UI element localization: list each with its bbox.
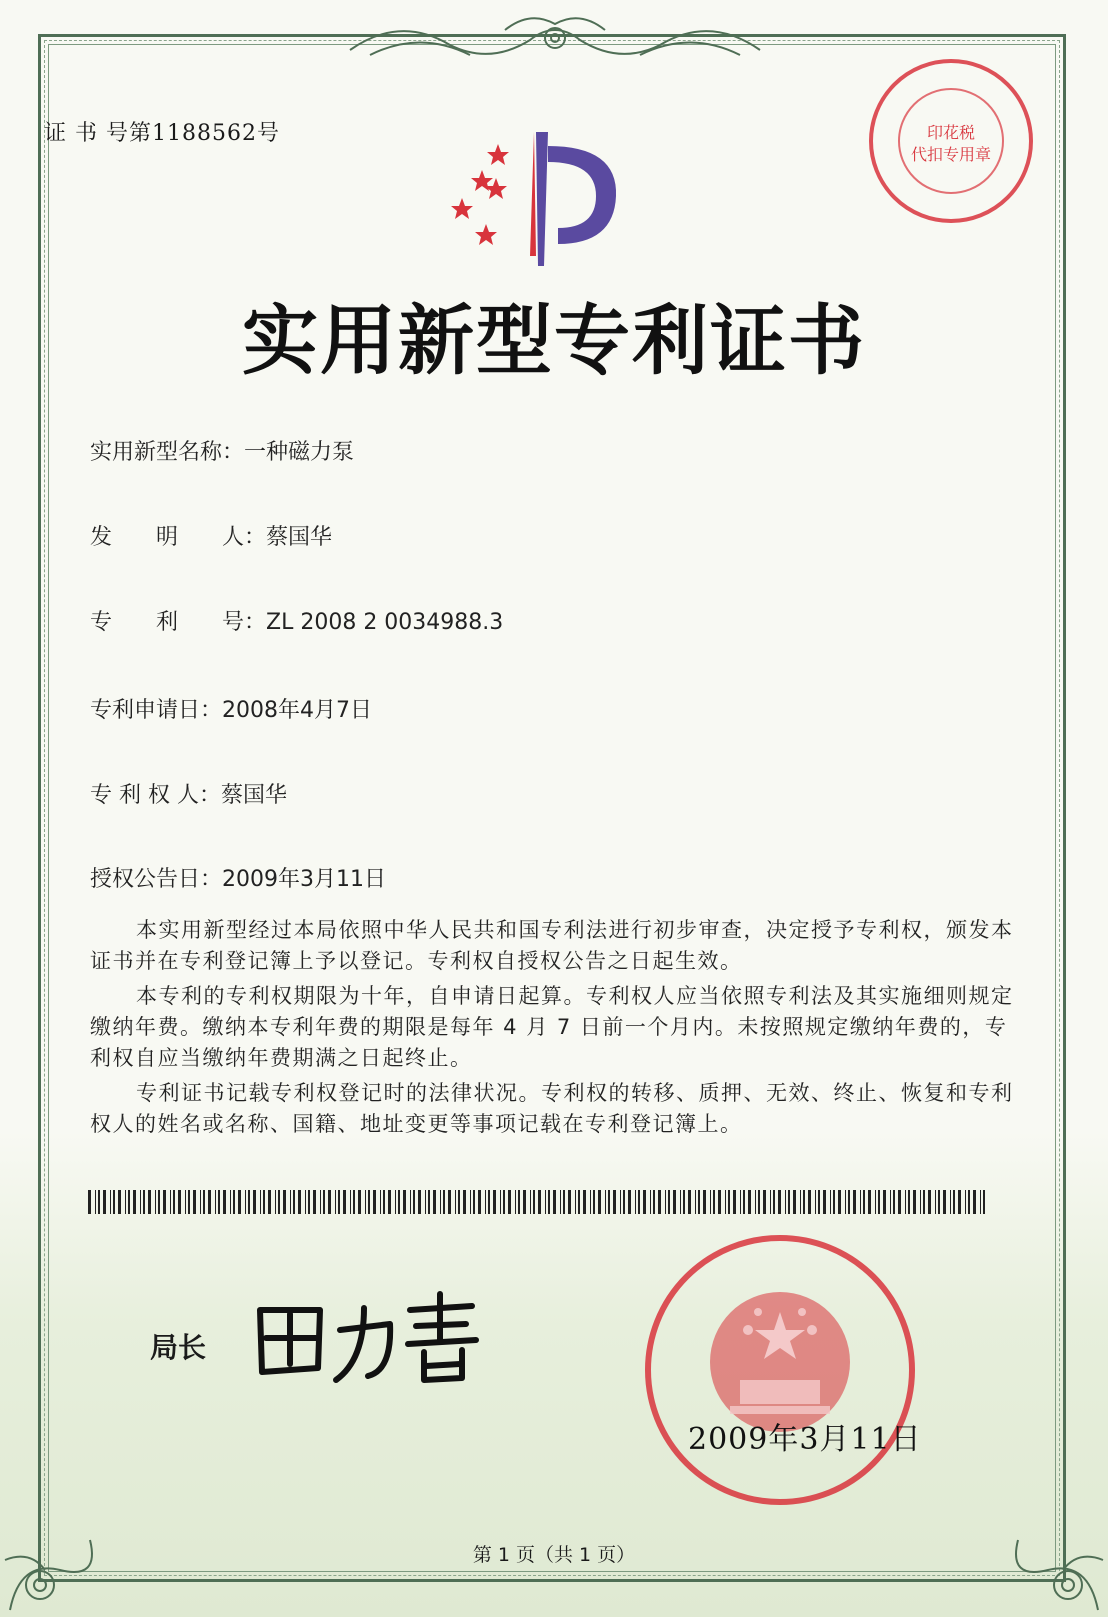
field-label: 实用新型名称： <box>90 440 245 465</box>
barcode-bar <box>823 1190 826 1214</box>
barcode-bar <box>308 1190 310 1214</box>
barcode-bar <box>598 1190 601 1214</box>
barcode-bar <box>893 1190 895 1214</box>
barcode-bar <box>388 1190 391 1214</box>
barcode-bar <box>178 1190 181 1214</box>
barcode-bar <box>548 1190 550 1214</box>
barcode-bar <box>863 1190 865 1214</box>
barcode-bar <box>920 1190 921 1214</box>
barcode-bar <box>275 1190 276 1214</box>
barcode-bar <box>875 1190 876 1214</box>
barcode-bar <box>323 1190 325 1214</box>
barcode-bar <box>605 1190 606 1214</box>
barcode-bar <box>935 1190 936 1214</box>
barcode-bar <box>680 1190 681 1214</box>
barcode-bar <box>365 1190 366 1214</box>
barcode-bar <box>193 1190 196 1214</box>
barcode-bar <box>683 1190 685 1214</box>
barcode-bar <box>725 1190 726 1214</box>
page-number: 第 1 页（共 1 页） <box>472 1544 636 1566</box>
barcode-bar <box>218 1190 220 1214</box>
director-label: 局长 <box>150 1331 207 1364</box>
barcode-bar <box>458 1190 460 1214</box>
barcode-bar <box>143 1190 145 1214</box>
field-value: 2008年4月7日 <box>222 698 372 723</box>
barcode-bar <box>350 1190 351 1214</box>
field-label: 专 利 号： <box>90 610 267 635</box>
barcode-bar <box>343 1190 346 1214</box>
barcode-bar <box>455 1190 456 1214</box>
barcode-bar <box>443 1190 445 1214</box>
barcode-bar <box>818 1190 820 1214</box>
top-ornament-icon <box>340 10 770 70</box>
barcode-bar <box>578 1190 580 1214</box>
barcode-bar <box>545 1190 546 1214</box>
barcode-bar <box>503 1190 505 1214</box>
field-value: 蔡国华 <box>266 525 333 550</box>
barcode-bar <box>223 1190 226 1214</box>
barcode-bar <box>923 1190 925 1214</box>
barcode-bar <box>908 1190 910 1214</box>
barcode-bar <box>953 1190 955 1214</box>
field-patent-number <box>90 605 503 636</box>
barcode-bar <box>905 1190 906 1214</box>
director-signature-icon <box>240 1280 480 1390</box>
body-paragraph: 专利证书记载专利权登记时的法律状况。专利权的转移、质押、无效、终止、恢复和专利权人的姓名或名称、国籍、地址变更等事项记载在专利登记簿上。 <box>90 1081 1014 1136</box>
barcode-bar <box>593 1190 595 1214</box>
barcode-bar <box>613 1190 616 1214</box>
barcode-bar <box>380 1190 381 1214</box>
barcode-bar <box>508 1190 511 1214</box>
barcode-bar <box>515 1190 516 1214</box>
field-label: 发 明 人： <box>90 525 267 550</box>
field-label: 授权公告日： <box>90 867 223 892</box>
barcode-bar <box>698 1190 700 1214</box>
field-label: 专 利 权 人： <box>90 783 221 808</box>
barcode-bar <box>665 1190 666 1214</box>
body-paragraph: 本专利的专利权期限为十年，自申请日起算。专利权人应当依照专利法及其实施细则规定缴纳年费。缴纳本专利年费的期限是每年 4 月 7 日前一个月内。未按照规定缴纳年费的，专利权自应当缴纳年费期满之日起终止。 <box>90 984 1014 1070</box>
barcode-bar <box>773 1190 775 1214</box>
barcode-bar <box>448 1190 451 1214</box>
barcode-bar <box>808 1190 811 1214</box>
barcode-bar <box>248 1190 250 1214</box>
barcode-bar <box>440 1190 441 1214</box>
barcode-bar <box>238 1190 241 1214</box>
barcode-bar <box>973 1190 976 1214</box>
field-value: 蔡国华 <box>220 783 287 808</box>
field-patentee <box>90 778 287 809</box>
barcode-bar <box>463 1190 466 1214</box>
barcode-bar <box>703 1190 706 1214</box>
barcode-bar <box>158 1190 160 1214</box>
barcode-bar <box>163 1190 166 1214</box>
barcode-bar <box>268 1190 271 1214</box>
barcode-bar <box>290 1190 291 1214</box>
barcode-bar <box>928 1190 931 1214</box>
barcode-bar <box>628 1190 631 1214</box>
barcode-bar <box>650 1190 651 1214</box>
barcode-bar <box>353 1190 355 1214</box>
barcode-bar <box>433 1190 436 1214</box>
barcode-bar <box>328 1190 331 1214</box>
body-paragraph: 本实用新型经过本局依照中华人民共和国专利法进行初步审查，决定授予专利权，颁发本证书并在专利登记簿上予以登记。专利权自授权公告之日起生效。 <box>90 918 1014 973</box>
barcode-bar <box>590 1190 591 1214</box>
barcode-icon <box>88 1190 988 1214</box>
barcode-bar <box>215 1190 216 1214</box>
barcode-bar <box>635 1190 636 1214</box>
barcode-bar <box>788 1190 790 1214</box>
barcode-bar <box>473 1190 475 1214</box>
field-value: 一种磁力泵 <box>244 440 355 465</box>
stamp-inner-text: 代扣专用章 <box>910 145 992 164</box>
barcode-bar <box>523 1190 526 1214</box>
barcode-bar <box>853 1190 856 1214</box>
barcode-bar <box>553 1190 556 1214</box>
barcode-bar <box>890 1190 891 1214</box>
barcode-bar <box>793 1190 796 1214</box>
barcode-bar <box>778 1190 781 1214</box>
field-value: ZL 2008 2 0034988.3 <box>266 610 504 635</box>
barcode-bar <box>485 1190 486 1214</box>
barcode-bar <box>718 1190 721 1214</box>
barcode-bar <box>358 1190 361 1214</box>
barcode-bar <box>338 1190 340 1214</box>
barcode-bar <box>148 1190 151 1214</box>
barcode-bar <box>373 1190 376 1214</box>
barcode-bar <box>620 1190 621 1214</box>
barcode-bar <box>803 1190 805 1214</box>
barcode-bar <box>860 1190 861 1214</box>
barcode-bar <box>898 1190 901 1214</box>
barcode-bar <box>728 1190 730 1214</box>
certificate-body <box>90 915 1014 1144</box>
barcode-bar <box>478 1190 481 1214</box>
barcode-bar <box>395 1190 396 1214</box>
barcode-bar <box>118 1190 121 1214</box>
field-label: 专利申请日： <box>90 698 223 723</box>
barcode-bar <box>848 1190 850 1214</box>
barcode-bar <box>608 1190 610 1214</box>
barcode-bar <box>695 1190 696 1214</box>
barcode-bar <box>688 1190 691 1214</box>
field-value: 2009年3月11日 <box>222 867 386 892</box>
barcode-bar <box>583 1190 586 1214</box>
barcode-bar <box>403 1190 406 1214</box>
barcode-bar <box>133 1190 136 1214</box>
barcode-bar <box>845 1190 846 1214</box>
patent-office-logo-icon <box>448 126 638 276</box>
barcode-bar <box>245 1190 246 1214</box>
barcode-bar <box>913 1190 916 1214</box>
barcode-bar <box>128 1190 130 1214</box>
barcode-bar <box>500 1190 501 1214</box>
barcode-bar <box>538 1190 541 1214</box>
barcode-bar <box>253 1190 256 1214</box>
field-model-name <box>90 435 354 466</box>
barcode-bar <box>938 1190 940 1214</box>
barcode-bar <box>263 1190 265 1214</box>
issue-date: 2009年3月11日 <box>688 1422 922 1457</box>
barcode-bar <box>883 1190 886 1214</box>
barcode-bar <box>335 1190 336 1214</box>
barcode-bar <box>203 1190 205 1214</box>
barcode-bar <box>710 1190 711 1214</box>
barcode-bar <box>188 1190 190 1214</box>
barcode-bar <box>313 1190 316 1214</box>
field-grant-date <box>90 862 386 893</box>
barcode-bar <box>95 1190 96 1214</box>
barcode-bar <box>383 1190 385 1214</box>
barcode-bar <box>568 1190 571 1214</box>
barcode-bar <box>833 1190 835 1214</box>
barcode-bar <box>293 1190 295 1214</box>
barcode-bar <box>673 1190 676 1214</box>
barcode-bar <box>305 1190 306 1214</box>
barcode-bar <box>785 1190 786 1214</box>
certificate-number: 证 书 号第1188562号 <box>44 121 280 146</box>
barcode-bar <box>320 1190 321 1214</box>
field-inventor <box>90 520 332 551</box>
barcode-bar <box>530 1190 531 1214</box>
barcode-bar <box>770 1190 771 1214</box>
barcode-bar <box>830 1190 831 1214</box>
barcode-bar <box>230 1190 231 1214</box>
barcode-bar <box>575 1190 576 1214</box>
barcode-bar <box>418 1190 421 1214</box>
barcode-bar <box>755 1190 756 1214</box>
barcode-bar <box>958 1190 961 1214</box>
barcode-bar <box>838 1190 841 1214</box>
certificate-title: 实用新型专利证书 <box>242 296 866 385</box>
barcode-bar <box>470 1190 471 1214</box>
barcode-bar <box>140 1190 141 1214</box>
barcode-bar <box>950 1190 951 1214</box>
barcode-bar <box>125 1190 126 1214</box>
barcode-bar <box>260 1190 261 1214</box>
barcode-bar <box>278 1190 280 1214</box>
barcode-bar <box>185 1190 186 1214</box>
national-ip-office-seal-icon <box>640 1230 920 1510</box>
barcode-bar <box>658 1190 661 1214</box>
barcode-bar <box>965 1190 966 1214</box>
barcode-bar <box>208 1190 211 1214</box>
barcode-bar <box>413 1190 415 1214</box>
barcode-bar <box>298 1190 301 1214</box>
barcode-bar <box>563 1190 565 1214</box>
barcode-bar <box>800 1190 801 1214</box>
barcode-bar <box>110 1190 111 1214</box>
barcode-bar <box>233 1190 235 1214</box>
barcode-bar <box>968 1190 970 1214</box>
barcode-bar <box>103 1190 106 1214</box>
barcode-bar <box>758 1190 760 1214</box>
stamp-inner-text: 印花税 <box>926 123 976 142</box>
barcode-bar <box>713 1190 715 1214</box>
barcode-bar <box>283 1190 286 1214</box>
barcode-bar <box>398 1190 400 1214</box>
barcode-bar <box>943 1190 946 1214</box>
barcode-bar <box>518 1190 520 1214</box>
barcode-bar <box>763 1190 766 1214</box>
barcode-bar <box>638 1190 640 1214</box>
barcode-bar <box>155 1190 156 1214</box>
barcode-bar <box>425 1190 426 1214</box>
barcode-bar <box>653 1190 655 1214</box>
barcode-bar <box>170 1190 171 1214</box>
barcode-bar <box>748 1190 751 1214</box>
barcode-bar <box>740 1190 741 1214</box>
barcode-bar <box>643 1190 646 1214</box>
barcode-bar <box>980 1190 981 1214</box>
barcode-bar <box>815 1190 816 1214</box>
barcode-bar <box>733 1190 736 1214</box>
barcode-bar <box>868 1190 871 1214</box>
barcode-bar <box>983 1190 985 1214</box>
barcode-bar <box>560 1190 561 1214</box>
barcode-bar <box>410 1190 411 1214</box>
barcode-bar <box>113 1190 115 1214</box>
barcode-bar <box>668 1190 670 1214</box>
barcode-bar <box>493 1190 496 1214</box>
barcode-bar <box>488 1190 490 1214</box>
barcode-bar <box>533 1190 535 1214</box>
field-application-date <box>90 693 372 724</box>
barcode-bar <box>368 1190 370 1214</box>
barcode-bar <box>428 1190 430 1214</box>
barcode-bar <box>623 1190 625 1214</box>
barcode-bar <box>743 1190 745 1214</box>
barcode-bar <box>88 1190 91 1214</box>
barcode-bar <box>173 1190 175 1214</box>
tax-bureau-stamp-icon <box>866 56 1036 226</box>
barcode-bar <box>200 1190 201 1214</box>
barcode-bar <box>98 1190 100 1214</box>
barcode-bar <box>878 1190 880 1214</box>
